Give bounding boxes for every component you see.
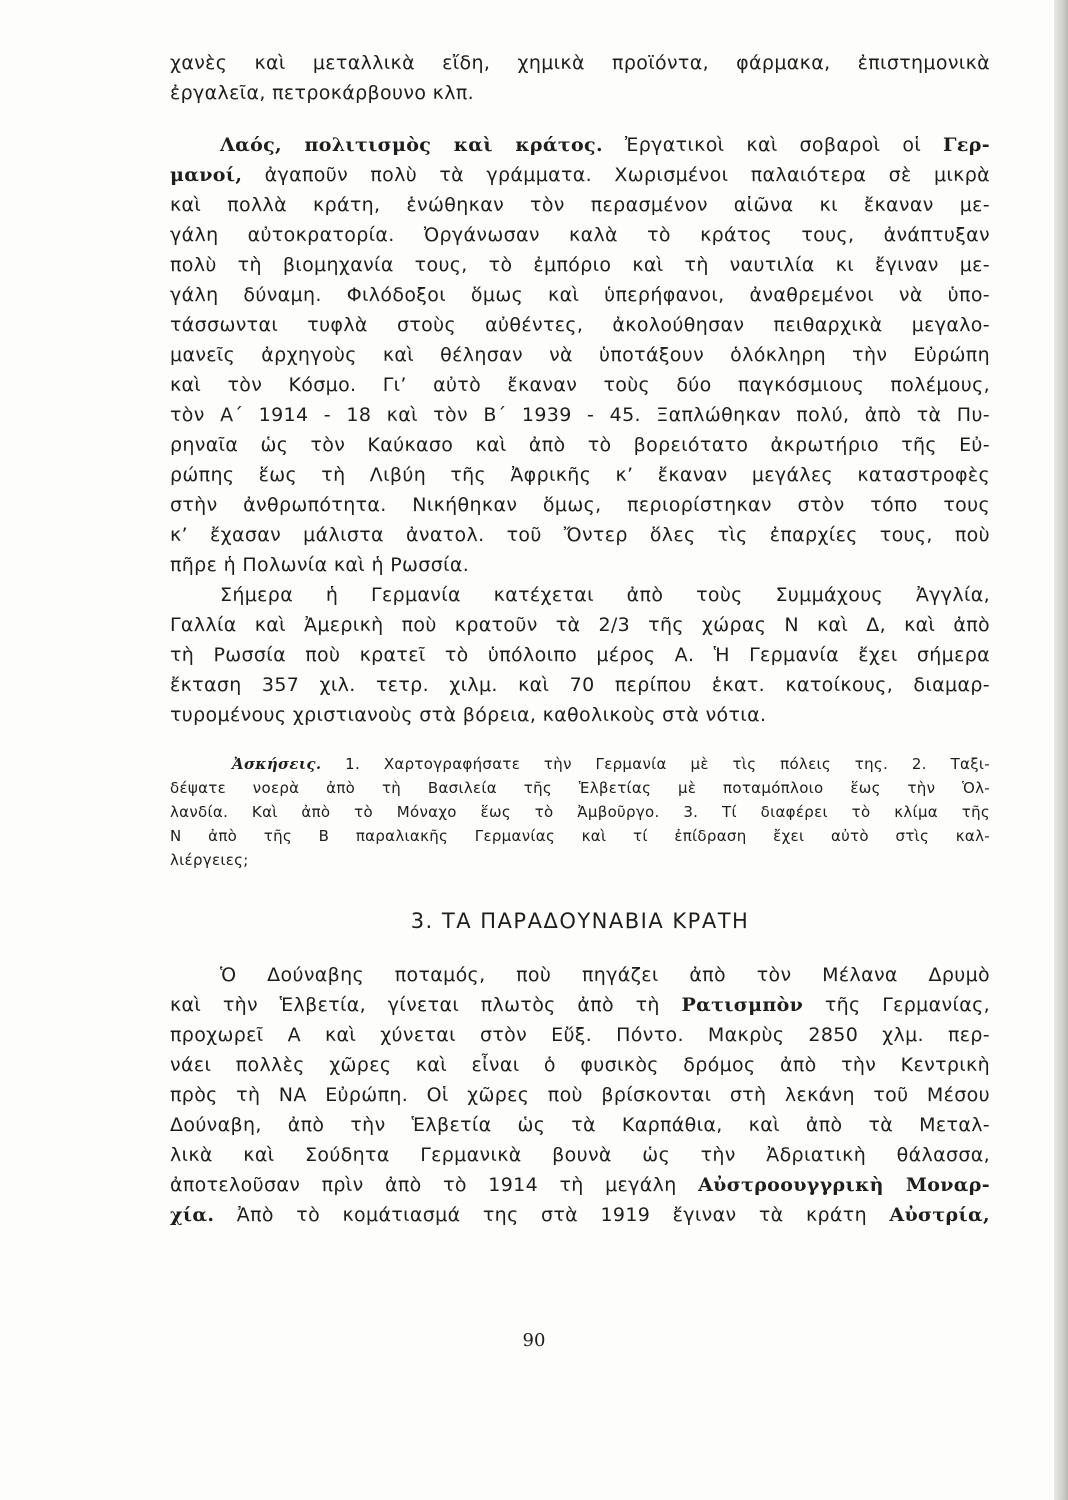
text-line: πῆρε ἡ Πολωνία καὶ ἡ Ρωσσία.	[170, 554, 470, 576]
text-line: Ὁ Δούναβης ποταμός, ποὺ πηγάζει ἀπὸ τὸν Μέλανα Δρυμὸ	[220, 964, 990, 986]
text-line: στὴν ἀνθρωπότητα. Νικήθηκαν ὅμως, περιορίστηκαν στὸν τόπο τους	[170, 494, 990, 516]
scan-edge	[1054, 0, 1068, 1500]
text-line: χανὲς καὶ μεταλλικὰ εἴδη, χημικὰ προϊόντα, φάρμακα, ἐπιστημονικὰ	[170, 52, 990, 74]
exercise-line: λανδία. Καὶ ἀπὸ τὸ Μόναχο ἕως τὸ Ἀμβοῦργο. 3. Τί διαφέρει τὸ κλίμα τῆς	[170, 803, 990, 821]
text-line: μανεῖς ἀρχηγοὺς καὶ θέλησαν νὰ ὑποτάξουν ὁλόκληρη τὴν Εὐρώπη	[170, 344, 990, 366]
text-line: λικὰ καὶ Σούδητα Γερμανικὰ βουνὰ ὡς τὴν Ἀδριατικὴ θάλασσα,	[170, 1144, 990, 1166]
section-heading: Λαός, πολιτισμὸς καὶ κράτος.	[220, 134, 603, 156]
text-line: Γαλλία καὶ Ἀμερικὴ ποὺ κρατοῦν τὰ 2/3 τῆς χώρας Ν καὶ Δ, καὶ ἀπὸ	[170, 614, 990, 636]
text-line: ρώπης ἕως τὴ Λιβύη τῆς Ἀφρικῆς κ’ ἔκαναν μεγάλες καταστροφὲς	[170, 464, 990, 486]
chapter-title: 3. ΤΑ ΠΑΡΑΔΟΥΝΑΒΙΑ ΚΡΑΤΗ	[410, 909, 750, 933]
text-line: χία. Ἀπὸ τὸ κομάτιασμά της στὰ 1919 ἔγιναν τὰ κράτη Αὐστρία,	[170, 1204, 990, 1226]
text-line: νάει πολλὲς χῶρες καὶ εἶναι ὁ φυσικὸς δρόμος ἀπὸ τὴν Κεντρικὴ	[170, 1054, 990, 1076]
text-line: καὶ τὸν Κόσμο. Γι’ αὐτὸ ἔκαναν τοὺς δύο παγκόσμιους πολέμους,	[170, 374, 990, 396]
exercises-label: Ἀσκήσεις.	[232, 755, 322, 773]
section-people-culture-state	[170, 130, 990, 580]
text-line: ἀποτελοῦσαν πρὶν ἀπὸ τὸ 1914 τὴ μεγάλη Αὐστροουγγρικὴ Μοναρ-	[170, 1174, 990, 1196]
intro-paragraph	[170, 48, 990, 108]
text-line: τυρομένους χριστιανοὺς στὰ βόρεια, καθολικοὺς στὰ νότια.	[170, 704, 767, 726]
text-line: Σήμερα ἡ Γερμανία κατέχεται ἀπὸ τοὺς Συμμάχους Ἀγγλία,	[220, 584, 990, 606]
exercise-line: Ἀσκήσεις. 1. Χαρτογραφήσατε τὴν Γερμανία μὲ τὶς πόλεις της. 2. Ταξι-	[232, 755, 990, 773]
exercise-line: δέψατε νοερὰ ἀπὸ τὴ Βασιλεία τῆς Ἑλβετίας μὲ ποταμόπλοιο ἕως τὴν Ὁλ-	[170, 779, 990, 797]
text-line: προχωρεῖ Α καὶ χύνεται στὸν Εὔξ. Πόντο. Μακρὺς 2850 χλμ. περ-	[170, 1024, 990, 1046]
section-danube	[170, 960, 990, 1230]
text-line: Λαός, πολιτισμὸς καὶ κράτος. Ἐργατικοὶ καὶ σοβαροὶ οἱ Γερ-	[220, 134, 990, 156]
text-line: κ’ ἔχασαν μάλιστα ἀνατολ. τοῦ Ὄντερ ὅλες τὶς ἐπαρχίες τους, ποὺ	[170, 524, 990, 546]
text-line: Δούναβη, ἀπὸ τὴν Ἑλβετία ὡς τὰ Καρπάθια, καὶ ἀπὸ τὰ Μεταλ-	[170, 1114, 990, 1136]
text-line: τὴ Ρωσσία ποὺ κρατεῖ τὸ ὑπόλοιπο μέρος Α. Ἡ Γερμανία ἔχει σήμερα	[170, 644, 990, 666]
text-line: μανοί, ἀγαποῦν πολὺ τὰ γράμματα. Χωρισμένοι παλαιότερα σὲ μικρὰ	[170, 164, 990, 186]
exercise-line: Ν ἀπὸ τῆς Β παραλιακῆς Γερμανίας καὶ τί ἐπίδραση ἔχει αὐτὸ στὶς καλ-	[170, 827, 990, 845]
section-germany-today	[170, 580, 990, 730]
text-line: γάλη αὐτοκρατορία. Ὀργάνωσαν καλὰ τὸ κράτος τους, ἀνάπτυξαν	[170, 224, 990, 246]
text-line: πολὺ τὴ βιομηχανία τους, τὸ ἐμπόριο καὶ τὴ ναυτιλία κι ἔγιναν με-	[170, 254, 990, 276]
exercise-line: λιέργειες;	[170, 851, 249, 869]
text-line: καὶ πολλὰ κράτη, ἑνώθηκαν τὸν περασμένον αἰῶνα κι ἔκαναν με-	[170, 194, 990, 216]
text-line: ρηναῖα ὡς τὸν Καύκασο καὶ ἀπὸ τὸ βορειότατο ἀκρωτήριο τῆς Εὐ-	[170, 434, 990, 456]
page-number: 90	[522, 1330, 546, 1351]
text-line: καὶ τὴν Ἑλβετία, γίνεται πλωτὸς ἀπὸ τὴ Ρατισμπὸν τῆς Γερμανίας,	[170, 994, 990, 1016]
text-line: γάλη δύναμη. Φιλόδοξοι ὅμως καὶ ὑπερήφανοι, ἀναθρεμένοι νὰ ὑπο-	[170, 284, 990, 306]
book-page	[170, 48, 990, 1230]
text-line: ἐργαλεῖα, πετροκάρβουνο κλπ.	[170, 82, 475, 104]
exercises-block	[170, 752, 990, 872]
text-line: ἔκταση 357 χιλ. τετρ. χιλμ. καὶ 70 περίπου ἑκατ. κατοίκους, διαμαρ-	[170, 674, 990, 696]
text-line: τάσσωνται τυφλὰ στοὺς αὐθέντες, ἀκολούθησαν πειθαρχικὰ μεγαλο-	[170, 314, 990, 336]
text-line: τὸν Α΄ 1914 - 18 καὶ τὸν Β΄ 1939 - 45. Ξαπλώθηκαν πολύ, ἀπὸ τὰ Πυ-	[170, 404, 990, 426]
text-line: πρὸς τὴ ΝΑ Εὐρώπη. Οἱ χῶρες ποὺ βρίσκονται στὴ λεκάνη τοῦ Μέσου	[170, 1084, 990, 1106]
